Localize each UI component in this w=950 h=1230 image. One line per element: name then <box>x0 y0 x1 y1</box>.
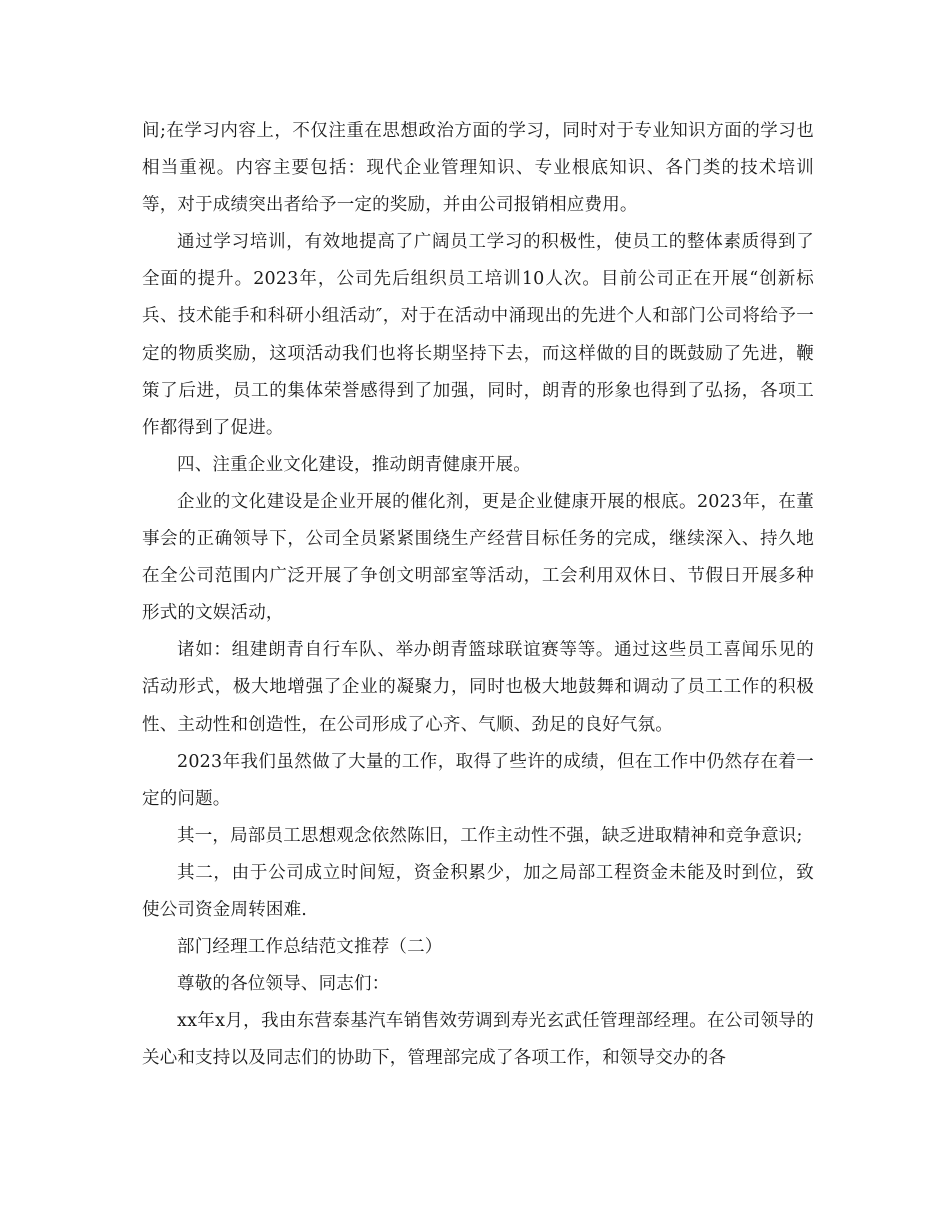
paragraph-problem-two: 其二，由于公司成立时间短，资金积累少，加之局部工程资金未能及时到位，致使公司资金周转困难. <box>142 862 814 920</box>
paragraph-continuation: 间;在学习内容上，不仅注重在思想政治方面的学习，同时对于专业知识方面的学习也相当重视。内容主要包括：现代企业管理知识、专业根底知识、各门类的技术培训等，对于成绩突出者给予一定的奖励，并由公司报销相应费用。 <box>142 121 814 216</box>
paragraph-culture-building: 企业的文化建设是企业开展的催化剂，更是企业健康开展的根底。2023年，在董事会的正确领导下，公司全员紧紧围绕生产经营目标任务的完成，继续深入、持久地在全公司范围内广泛开展了争创文明部室等活动，工会利用双休日、节假日开展多种形式的文娱活动， <box>142 491 814 624</box>
paragraph-training-results: 通过学习培训，有效地提高了广阔员工学习的积极性，使员工的整体素质得到了全面的提升。2023年，公司先后组织员工培训10人次。目前公司正在开展“创新标兵、技术能手和科研小组活动″，对于在活动中涌现出的先进个人和部门公司将给予一定的物质奖励，这项活动我们也将长期坚持下去，而这样做的目的既鼓励了先进，鞭策了后进，员工的集体荣誉感得到了加强，同时，朗青的形象也得到了弘扬，各项工作都得到了促进。 <box>142 232 814 438</box>
paragraph-activities: 诸如：组建朗青自行车队、举办朗青篮球联谊赛等等。通过这些员工喜闻乐见的活动形式，极大地增强了企业的凝聚力，同时也极大地鼓舞和调动了员工工作的积极性、主动性和创造性，在公司形成了心齐、气顺、劲足的良好气氛。 <box>142 640 814 735</box>
section-title-sample-two: 部门经理工作总结范文推荐（二） <box>177 937 443 958</box>
section-heading-culture: 四、注重企业文化建设，推动朗青健康开展。 <box>177 454 531 475</box>
paragraph-problems-intro: 2023年我们虽然做了大量的工作，取得了些许的成绩，但在工作中仍然存在着一定的问题。 <box>142 751 814 809</box>
document-body <box>142 113 814 1077</box>
paragraph-problem-one: 其一，局部员工思想观念依然陈旧，工作主动性不强，缺乏进取精神和竞争意识; <box>177 825 803 846</box>
salutation: 尊敬的各位领导、同志们： <box>177 974 390 995</box>
paragraph-intro-transfer: xx年x月，我由东营泰基汽车销售效劳调到寿光玄武任管理部经理。在公司领导的关心和支持以及同志们的协助下，管理部完成了各项工作，和领导交办的各 <box>142 1011 814 1069</box>
